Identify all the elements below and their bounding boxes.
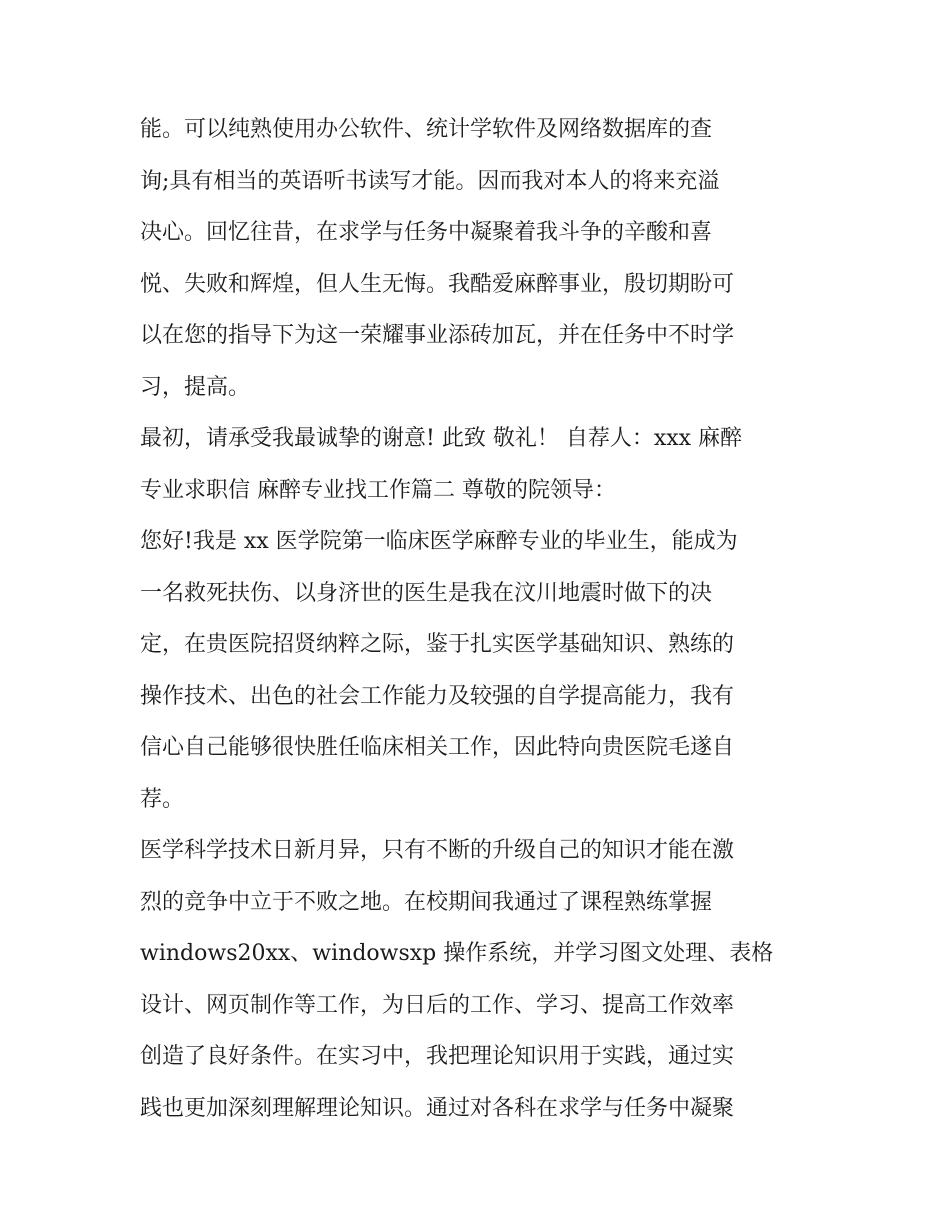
text-line: 信心自己能够很快胜任临床相关工作，因此特向贵医院毛遂自 [140,735,735,760]
text-line: 烈的竞争中立于不败之地。在校期间我通过了课程熟练掌握 [140,889,713,915]
text-line: 能。可以纯熟使用办公软件、统计学软件及网络数据库的查 [140,117,713,142]
text-line: 一名救死扶伤、以身济世的医生是我在汶川地震时做下的决 [140,580,713,606]
text-line: 最初，请承受我最诚挚的谢意! 此致 敬礼！ 自荐人：xxx 麻醉 [140,426,743,451]
text-line: 悦、失败和辉煌，但人生无悔。我酷爱麻醉事业，殷切期盼可 [140,271,735,297]
text-line: 创造了良好条件。在实习中，我把理论知识用于实践，通过实 [140,1044,735,1069]
document-body [140,104,820,1134]
text-line: 定，在贵医院招贤纳粹之际，鉴于扎实医学基础知识、熟练的 [140,632,735,657]
text-line: 医学科学技术日新月异，只有不断的升级自己的知识才能在激 [140,838,735,863]
text-line: 专业求职信 麻醉专业找工作篇二 尊敬的院领导： [140,477,616,503]
text-line: 以在您的指导下为这一荣耀事业添砖加瓦，并在任务中不时学 [140,323,735,348]
text-line: 操作技术、出色的社会工作能力及较强的自学提高能力，我有 [140,683,735,709]
text-line: 询;具有相当的英语听书读写才能。因而我对本人的将来充溢 [140,168,720,194]
text-line: 荐。 [140,786,185,812]
text-line: 习，提高。 [140,374,251,400]
text-line: 设计、网页制作等工作，为日后的工作、学习、提高工作效率 [140,992,735,1018]
text-line: windows20xx、windowsxp 操作系统，并学习图文处理、表格 [140,941,774,966]
text-line: 践也更加深刻理解理论知识。通过对各科在求学与任务中凝聚 [140,1095,735,1121]
text-line: 决心。回忆往昔，在求学与任务中凝聚着我斗争的辛酸和喜 [140,220,713,245]
text-line: 您好!我是 xx 医学院第一临床医学麻醉专业的毕业生，能成为 [140,529,738,554]
